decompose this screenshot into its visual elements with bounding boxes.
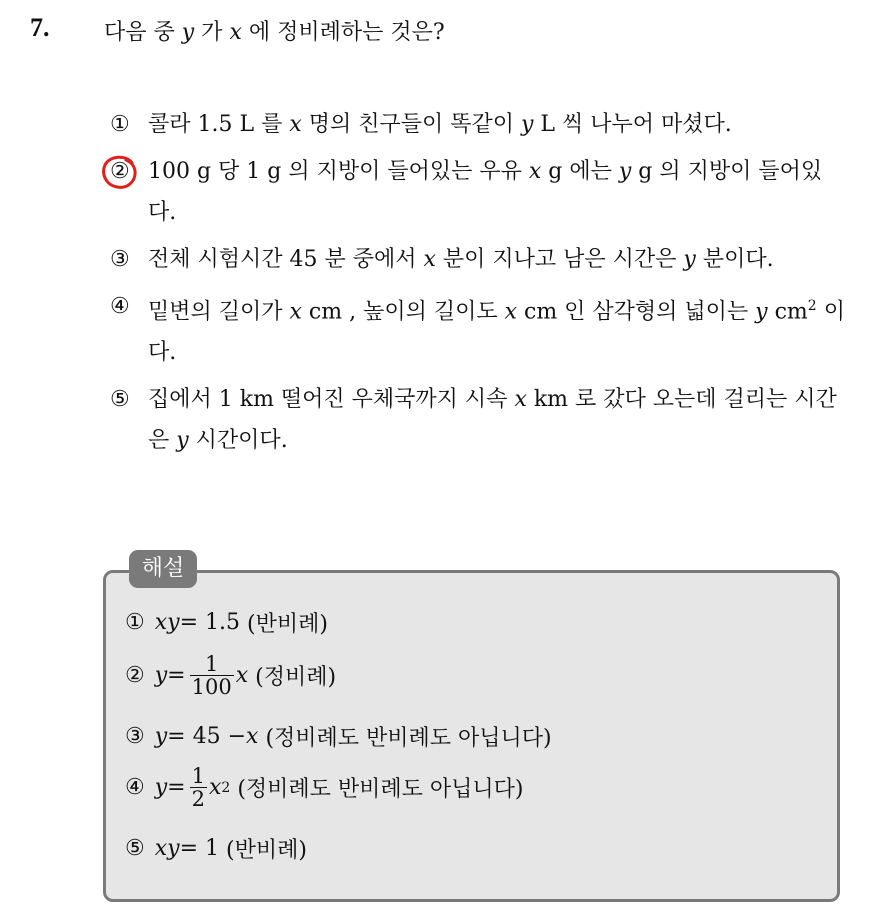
choice-list <box>110 104 850 467</box>
solution-label: 해설 <box>129 550 197 588</box>
choice-number: ② <box>110 159 130 184</box>
choice-2[interactable]: ② 100 g 당 1 g 의 지방이 들어있는 우유 x g 에는 y g 의 지방이 들어있다. <box>110 151 850 233</box>
choice-4[interactable]: ④ 밑변의 길이가 x cm , 높이의 길이도 x cm 인 삼각형의 넓이는 y $cm^2$ 이다. <box>110 286 850 373</box>
choice-5[interactable]: ⑤ 집에서 1 km 떨어진 우체국까지 시속 x km 로 갔다 오는데 걸리는 시간은 y 시간이다. <box>110 379 850 461</box>
choice-3[interactable]: ③ 전체 시험시간 45 분 중에서 x 분이 지나고 남은 시간은 y 분이다. <box>110 239 850 280</box>
fraction: $\frac{1}{100}$ <box>191 652 232 700</box>
solution-line-5: ⑤ xy = 1 (반비례) <box>125 836 307 863</box>
solution-line-4: ④ y = $\frac{1}{2}$ x 2 (정비례도 반비례도 아닙니다) <box>125 764 524 812</box>
solution-line-3: ③ y = 45 − x (정비례도 반비례도 아닙니다) <box>125 724 552 751</box>
choice-number: ① <box>110 112 130 137</box>
choice-number: ③ <box>110 247 130 272</box>
choice-number: ④ <box>110 294 130 319</box>
solution-line-1: ① xy = 1.5 (반비례) <box>125 610 328 637</box>
choice-number: ⑤ <box>110 387 130 413</box>
solution-line-2: ② y = $\frac{1}{100}$ x (정비례) <box>125 652 337 700</box>
fraction: $\frac{1}{2}$ <box>191 764 205 812</box>
question-number: 7. <box>30 13 50 42</box>
question-text: 다음 중 y 가 x 에 정비례하는 것은? <box>104 20 445 45</box>
choice-1[interactable]: ① 콜라 1.5 L 를 x 명의 친구들이 똑같이 y L 씩 나누어 마셨다. <box>110 104 850 145</box>
